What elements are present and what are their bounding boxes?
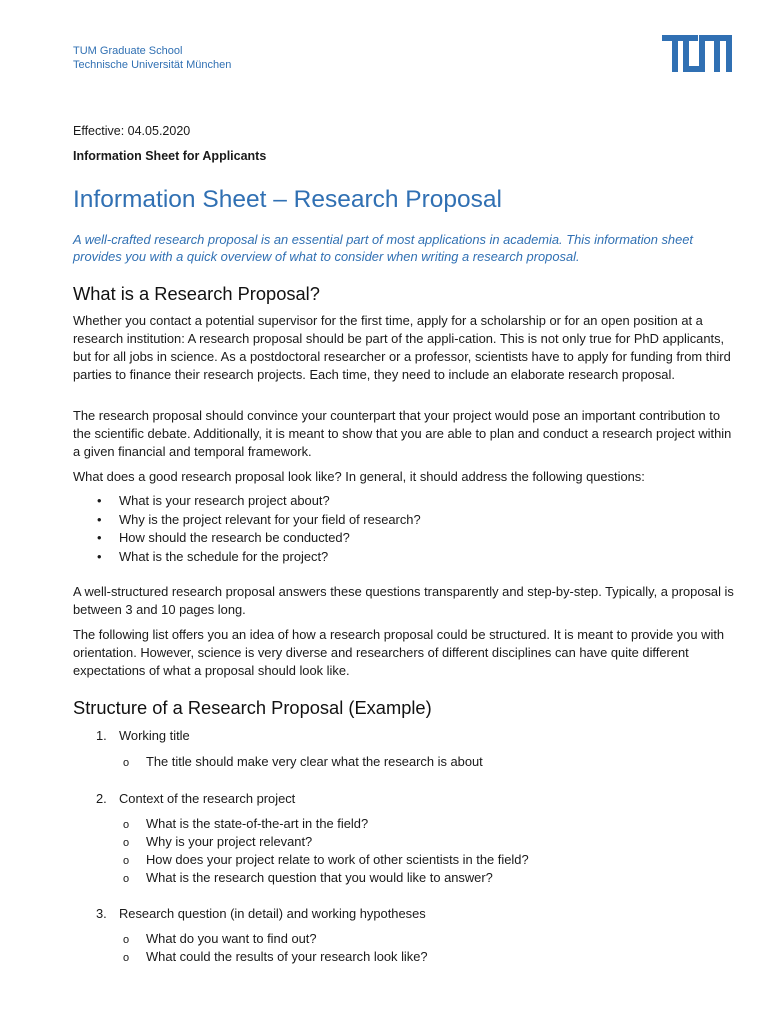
sub-list-item: o What could the results of your research look like? (73, 948, 428, 966)
item-number: 1. (96, 728, 107, 743)
numbered-item-3 (96, 906, 426, 921)
paragraph-1: Whether you contact a potential supervisor for the first time, apply for a scholarship or for an open position at a research institution: A research proposal should be part of the appli-cation. This is not only true for PhD applicants, but for all jobs in science. As a postdoctoral researcher or a professor, scientists have to apply for funding from third parties to finance their research projects. Each time, they need to include an elaborate research proposal. (73, 313, 731, 382)
header-block (73, 44, 231, 72)
sub-list-item: o The title should make very clear what the research is about (73, 753, 483, 771)
sub-list-item: o How does your project relate to work of other scientists in the field? (73, 851, 529, 869)
paragraph-2: The research proposal should convince your counterpart that your project would pose an important contribution to the scientific debate. Additionally, it is meant to show that you are able to plan and conduct a research project within a given financial and temporal framework. (73, 408, 732, 459)
sub-list-1 (73, 753, 483, 771)
paragraph-3: What does a good research proposal look like? In general, it should address the following questions: (73, 469, 645, 484)
sub-list-item: o What is the state-of-the-art in the field? (73, 815, 529, 833)
questions-list (73, 492, 421, 566)
school-name: TUM Graduate School (73, 45, 183, 57)
list-item: • What is the schedule for the project? (73, 548, 421, 567)
document-subtitle: Information Sheet for Applicants (73, 149, 267, 163)
paragraph-4: A well-structured research proposal answers these questions transparently and step-by-step. Typically, a proposal is between 3 and 10 pages long. (73, 584, 734, 617)
page-title: Information Sheet – Research Proposal (73, 186, 502, 213)
sub-list-2 (73, 815, 529, 887)
sub-list-item: o What do you want to find out? (73, 930, 428, 948)
list-item: • What is your research project about? (73, 492, 421, 511)
item-label: Working title (119, 728, 190, 743)
item-number: 3. (96, 906, 107, 921)
item-number: 2. (96, 791, 107, 806)
sub-list-3 (73, 930, 428, 966)
numbered-item-2 (96, 791, 295, 806)
item-label: Research question (in detail) and working hypotheses (119, 906, 426, 921)
numbered-item-1 (96, 728, 190, 743)
effective-date: Effective: 04.05.2020 (73, 124, 191, 138)
paragraph-5: The following list offers you an idea of how a research proposal could be structured. It is meant to provide you with orientation. However, science is very diverse and researchers of different disciplines can have quite different expectations of what a proposal should look like. (73, 627, 725, 678)
section-heading-structure: Structure of a Research Proposal (Example) (73, 697, 432, 718)
item-label: Context of the research project (119, 791, 296, 806)
section-heading-what-is: What is a Research Proposal? (73, 283, 320, 304)
list-item: • Why is the project relevant for your field of research? (73, 511, 421, 530)
tum-logo-icon (662, 35, 732, 72)
intro-text: A well-crafted research proposal is an essential part of most applications in academia. This information sheet provides you with a quick overview of what to consider when writing a research proposal. (73, 232, 694, 264)
sub-list-item: o What is the research question that you would like to answer? (73, 869, 529, 887)
sub-list-item: o Why is your project relevant? (73, 833, 529, 851)
university-name: Technische Universität München (73, 59, 232, 71)
list-item: • How should the research be conducted? (73, 529, 421, 548)
